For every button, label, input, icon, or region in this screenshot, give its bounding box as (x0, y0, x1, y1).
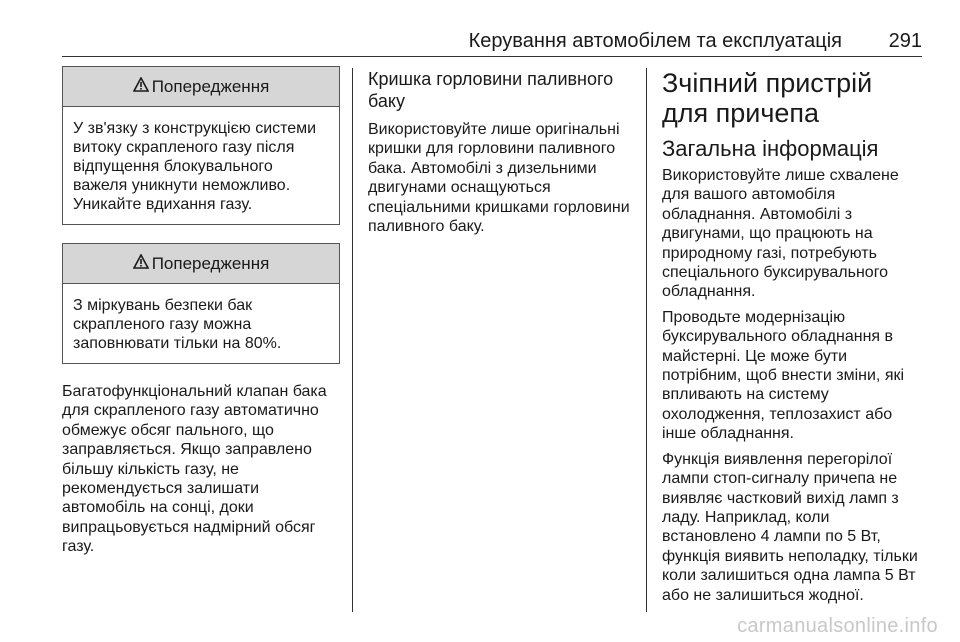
page-header (0, 28, 960, 58)
column-divider-1 (352, 68, 353, 612)
warning-box-gas-leak (62, 66, 340, 225)
fuel-cap-paragraph: Використовуйте лише оригінальні кришки для горловини паливного бака. Автомобілі з дизельними двигунами оснащуються спеціальними кришками горловини паливного баку. (368, 121, 630, 236)
column-middle (368, 68, 634, 242)
warning-text: З міркувань безпеки бак скрапленого газу можна заповнювати тільки на 80%. (73, 297, 282, 352)
multifunction-valve-paragraph: Багатофункціональний клапан бака для скрапленого газу автоматично обмежує обсяг пального, що заправляється. Якщо заправлено більшу кількість газу, не рекомендується залишати автомобіль на сонці, доки випрацьовується надмірний обсяг газу. (62, 383, 327, 556)
running-title: Керування автомобілем та експлуатація (468, 30, 842, 52)
general-info-heading: Загальна інформація (662, 136, 879, 161)
warning-triangle-icon (133, 77, 149, 97)
warning-header (63, 67, 339, 107)
header-rule (62, 56, 922, 57)
warning-header (63, 244, 339, 284)
towing-paragraph-1: Використовуйте лише схвалене для вашого автомобіля обладнання. Автомобілі з двигунами, що працюють на природному газі, потребують спеціального буксирувального обладнання. (662, 167, 899, 301)
column-left (62, 66, 340, 563)
towing-paragraph-2: Проводьте модернізацію буксирувального обладнання в майстерні. Це може бути потрібним, щоб внести зміни, які впливають на систему охолодження, теплозахист або інше обладнання. (662, 308, 905, 443)
warning-title: Попередження (151, 253, 270, 273)
warning-box-fill-level (62, 243, 340, 364)
column-divider-2 (646, 68, 647, 612)
towing-paragraph-3: Функція виявлення перегорілої лампи стоп-сигналу причепа не виявляє частковий вихід ламп з ладу. Наприклад, коли встановлено 4 лампи по 5 Вт, функція виявить неполадку, тільки коли залишиться одна лампа 5 Вт або не залишиться жодної. (662, 450, 918, 604)
warning-triangle-icon (133, 254, 149, 274)
towing-device-heading: Зчіпний пристрій для причепа (662, 68, 873, 128)
warning-text: У зв'язку з конструкцією системи витоку скрапленого газу після відпущення блокувального важеля уникнути неможливо. Уникайте вдихання газу. (73, 120, 317, 213)
fuel-cap-heading: Кришка горловини паливного баку (368, 69, 614, 111)
page-number: 291 (888, 30, 922, 52)
warning-title: Попередження (151, 76, 270, 96)
watermark: carmanualsonline.info (737, 615, 938, 637)
column-right (662, 68, 924, 611)
